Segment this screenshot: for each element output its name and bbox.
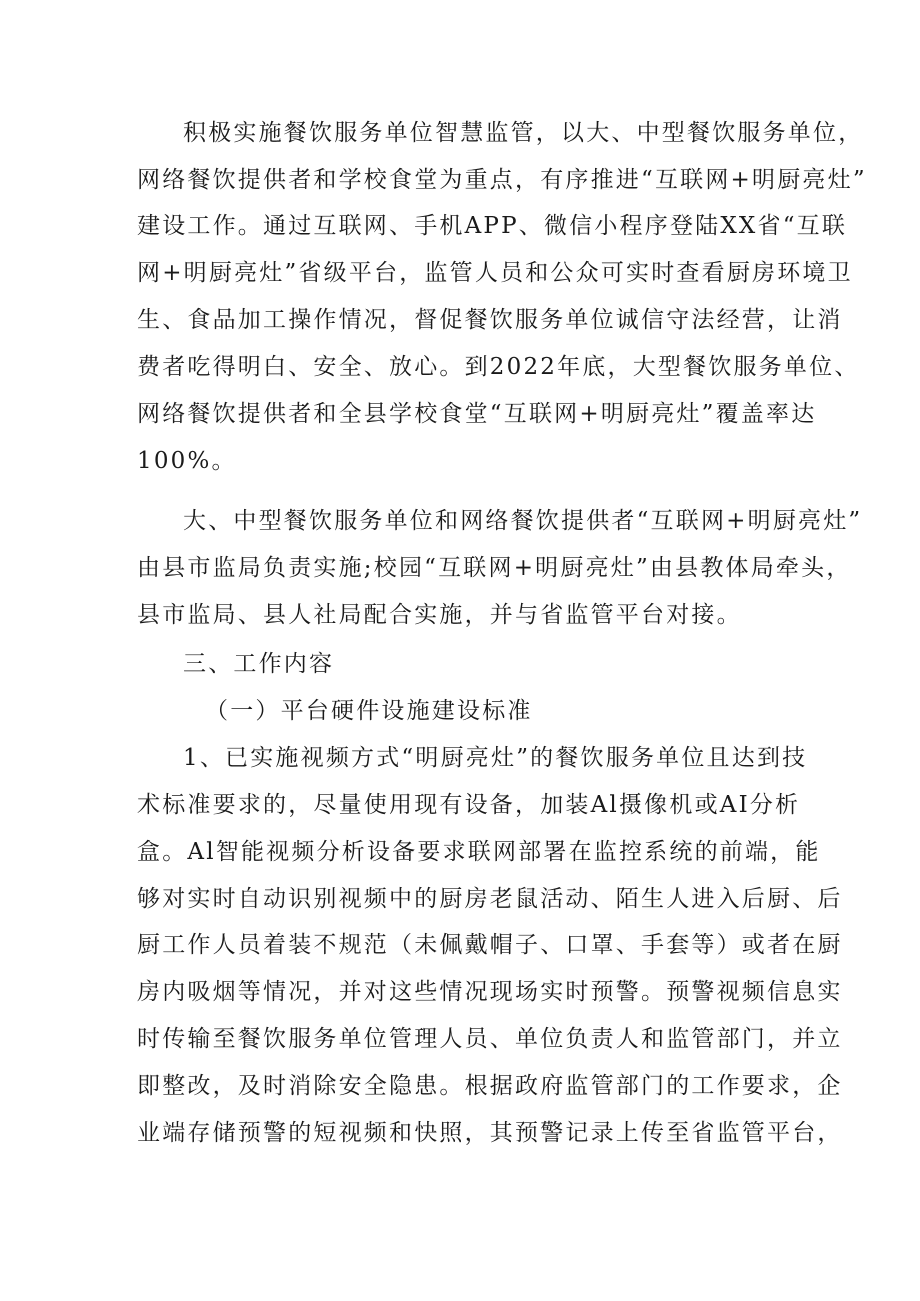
paragraph-3-line: 厨工作人员着装不规范（未佩戴帽子、口罩、手套等）或者在厨 — [137, 932, 843, 958]
paragraph-1-line: 费者吃得明白、安全、放心。到2022年底，大型餐饮服务单位、 — [137, 354, 860, 380]
paragraph-1-line: 网+明厨亮灶”省级平台，监管人员和公众可实时查看厨房环境卫 — [137, 260, 853, 286]
paragraph-3-line: 盒。Al智能视频分析设备要求联网部署在监控系统的前端，能 — [137, 839, 821, 865]
paragraph-3-line: 1、已实施视频方式“明厨亮灶”的餐饮服务单位且达到技 — [183, 745, 808, 771]
section-heading: 三、工作内容 — [183, 651, 335, 677]
subsection-heading: （一）平台硬件设施建设标准 — [205, 698, 533, 724]
paragraph-3-line: 时传输至餐饮服务单位管理人员、单位负责人和监管部门，并立 — [137, 1026, 843, 1052]
paragraph-3-line: 房内吸烟等情况，并对这些情况现场实时预警。预警视频信息实 — [137, 979, 843, 1005]
paragraph-1-line: 积极实施餐饮服务单位智慧监管，以大、中型餐饮服务单位， — [183, 120, 864, 146]
paragraph-3-line: 即整改，及时消除安全隐患。根据政府监管部门的工作要求，企 — [137, 1073, 843, 1099]
paragraph-3-line: 够对实时自动识别视频中的厨房老鼠活动、陌生人进入后厨、后 — [137, 886, 843, 912]
paragraph-2-line: 由县市监局负责实施;校园“互联网+明厨亮灶”由县教体局牵头， — [137, 555, 852, 581]
paragraph-3-line: 术标准要求的，尽量使用现有设备，加装Al摄像机或AI分析 — [137, 792, 801, 818]
paragraph-1-line: 生、食品加工操作情况，督促餐饮服务单位诚信守法经营，让消 — [137, 307, 843, 333]
paragraph-2-line: 县市监局、县人社局配合实施，并与省监管平台对接。 — [137, 602, 742, 628]
paragraph-2-line: 大、中型餐饮服务单位和网络餐饮提供者“互联网+明厨亮灶” — [183, 508, 863, 534]
paragraph-1-line: 网络餐饮提供者和学校食堂为重点，有序推进“互联网+明厨亮灶” — [137, 167, 867, 193]
paragraph-1-line: 100%。 — [137, 448, 237, 474]
paragraph-3-line: 业端存储预警的短视频和快照，其预警记录上传至省监管平台， — [137, 1120, 843, 1146]
paragraph-1-line: 建设工作。通过互联网、手机APP、微信小程序登陆XX省“互联 — [137, 213, 848, 239]
paragraph-1-line: 网络餐饮提供者和全县学校食堂“互联网+明厨亮灶”覆盖率达 — [137, 401, 817, 427]
